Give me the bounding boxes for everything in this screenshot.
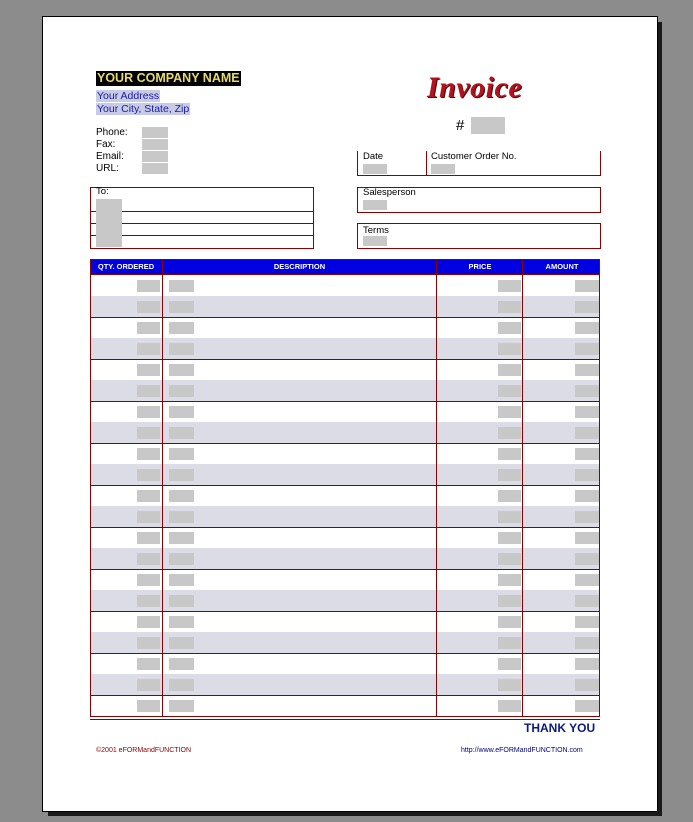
- price-field[interactable]: [498, 343, 521, 355]
- invoice-page: [42, 16, 658, 812]
- description-field[interactable]: [169, 679, 194, 691]
- qty-field[interactable]: [137, 469, 160, 481]
- col-divider: [162, 259, 163, 716]
- price-field[interactable]: [498, 637, 521, 649]
- amount-field[interactable]: [575, 469, 599, 481]
- amount-field[interactable]: [575, 322, 599, 334]
- table-row: [90, 443, 600, 465]
- price-field[interactable]: [498, 364, 521, 376]
- amount-field[interactable]: [575, 658, 599, 670]
- table-row: [90, 506, 600, 528]
- col-divider: [599, 259, 600, 716]
- date-label: Date: [363, 151, 384, 162]
- description-field[interactable]: [169, 532, 194, 544]
- email-label: Email:: [96, 151, 124, 162]
- table-row: [90, 317, 600, 339]
- qty-field[interactable]: [137, 427, 160, 439]
- terms-box: [357, 223, 601, 249]
- description-field[interactable]: [169, 490, 194, 502]
- qty-field[interactable]: [137, 301, 160, 313]
- table-row: [90, 422, 600, 444]
- qty-field[interactable]: [137, 595, 160, 607]
- description-field[interactable]: [169, 301, 194, 313]
- description-field[interactable]: [169, 637, 194, 649]
- amount-field[interactable]: [575, 679, 599, 691]
- company-address[interactable]: Your Address: [97, 90, 160, 102]
- description-field[interactable]: [169, 700, 194, 712]
- qty-field[interactable]: [137, 616, 160, 628]
- amount-field[interactable]: [575, 574, 599, 586]
- amount-field[interactable]: [575, 427, 599, 439]
- footer-url[interactable]: http://www.eFORMandFUNCTION.com: [461, 747, 583, 754]
- table-row: [90, 464, 600, 486]
- table-row: [90, 296, 600, 318]
- copyright: ©2001 eFORMandFUNCTION: [96, 747, 192, 754]
- to-box-line: [91, 235, 313, 236]
- price-field[interactable]: [498, 406, 521, 418]
- phone-field[interactable]: [142, 127, 168, 138]
- qty-field[interactable]: [137, 322, 160, 334]
- price-header: PRICE: [468, 262, 492, 271]
- amount-field[interactable]: [575, 280, 599, 292]
- description-field[interactable]: [169, 322, 194, 334]
- to-box: [90, 187, 314, 249]
- amount-field[interactable]: [575, 511, 599, 523]
- salesperson-field[interactable]: [363, 200, 387, 210]
- to-address-field[interactable]: [96, 199, 122, 247]
- amount-field[interactable]: [575, 385, 599, 397]
- description-field[interactable]: [169, 574, 194, 586]
- table-row: [90, 275, 600, 297]
- email-field[interactable]: [142, 151, 168, 162]
- table-row: [90, 380, 600, 402]
- price-field[interactable]: [498, 658, 521, 670]
- table-header: [90, 259, 600, 275]
- amount-field[interactable]: [575, 490, 599, 502]
- table-row: [90, 590, 600, 612]
- price-field[interactable]: [498, 280, 521, 292]
- price-field[interactable]: [498, 616, 521, 628]
- qty-field[interactable]: [137, 658, 160, 670]
- description-header: DESCRIPTION: [273, 262, 326, 271]
- description-field[interactable]: [169, 553, 194, 565]
- date-order-divider: [426, 151, 427, 175]
- table-row: [90, 695, 600, 717]
- salesperson-label: Salesperson: [363, 187, 416, 198]
- qty-field[interactable]: [137, 511, 160, 523]
- table-row: [90, 653, 600, 675]
- amount-field[interactable]: [575, 637, 599, 649]
- table-row: [90, 611, 600, 633]
- invoice-number-field[interactable]: [471, 117, 505, 134]
- table-bottom-rule: [90, 719, 600, 720]
- invoice-title: Invoice: [427, 71, 523, 104]
- description-field[interactable]: [169, 658, 194, 670]
- price-field[interactable]: [498, 427, 521, 439]
- url-field[interactable]: [142, 163, 168, 174]
- price-field[interactable]: [498, 595, 521, 607]
- description-field[interactable]: [169, 280, 194, 292]
- qty-field[interactable]: [137, 385, 160, 397]
- table-row: [90, 485, 600, 507]
- qty-header: QTY. ORDERED: [97, 262, 155, 271]
- table-row: [90, 632, 600, 654]
- qty-field[interactable]: [137, 637, 160, 649]
- phone-label: Phone:: [96, 127, 128, 138]
- table-row: [90, 548, 600, 570]
- description-field[interactable]: [169, 469, 194, 481]
- terms-label: Terms: [363, 225, 389, 236]
- description-field[interactable]: [169, 616, 194, 628]
- price-field[interactable]: [498, 469, 521, 481]
- description-field[interactable]: [169, 448, 194, 460]
- table-row: [90, 527, 600, 549]
- amount-field[interactable]: [575, 595, 599, 607]
- price-field[interactable]: [498, 700, 521, 712]
- amount-field[interactable]: [575, 448, 599, 460]
- qty-field[interactable]: [137, 280, 160, 292]
- qty-field[interactable]: [137, 406, 160, 418]
- terms-field[interactable]: [363, 236, 387, 246]
- qty-field[interactable]: [137, 448, 160, 460]
- qty-field[interactable]: [137, 679, 160, 691]
- amount-field[interactable]: [575, 301, 599, 313]
- table-row: [90, 338, 600, 360]
- price-field[interactable]: [498, 490, 521, 502]
- qty-field[interactable]: [137, 700, 160, 712]
- fax-field[interactable]: [142, 139, 168, 150]
- qty-field[interactable]: [137, 574, 160, 586]
- amount-field[interactable]: [575, 616, 599, 628]
- qty-field[interactable]: [137, 490, 160, 502]
- col-divider: [436, 259, 437, 716]
- to-label: To:: [96, 186, 109, 197]
- qty-field[interactable]: [137, 364, 160, 376]
- price-field[interactable]: [498, 511, 521, 523]
- table-row: [90, 401, 600, 423]
- col-divider: [90, 259, 91, 716]
- amount-field[interactable]: [575, 532, 599, 544]
- description-field[interactable]: [169, 406, 194, 418]
- table-row: [90, 569, 600, 591]
- amount-field[interactable]: [575, 364, 599, 376]
- price-field[interactable]: [498, 574, 521, 586]
- table-row: [90, 674, 600, 696]
- amount-header: AMOUNT: [545, 262, 579, 271]
- qty-field[interactable]: [137, 343, 160, 355]
- price-field[interactable]: [498, 532, 521, 544]
- url-label: URL:: [96, 163, 119, 174]
- description-field[interactable]: [169, 364, 194, 376]
- qty-field[interactable]: [137, 532, 160, 544]
- amount-field[interactable]: [575, 406, 599, 418]
- customer-order-field[interactable]: [431, 164, 455, 174]
- amount-field[interactable]: [575, 343, 599, 355]
- description-field[interactable]: [169, 427, 194, 439]
- company-city-state-zip[interactable]: Your City, State, Zip: [97, 103, 190, 115]
- to-box-line: [91, 223, 313, 224]
- price-field[interactable]: [498, 553, 521, 565]
- price-field[interactable]: [498, 448, 521, 460]
- amount-field[interactable]: [575, 700, 599, 712]
- thank-you: THANK YOU: [524, 721, 596, 735]
- fax-label: Fax:: [96, 139, 116, 150]
- customer-order-label: Customer Order No.: [431, 151, 517, 162]
- price-field[interactable]: [498, 385, 521, 397]
- col-divider: [522, 259, 523, 716]
- invoice-number-prefix: #: [456, 117, 465, 134]
- company-name[interactable]: YOUR COMPANY NAME: [97, 71, 240, 85]
- amount-field[interactable]: [575, 553, 599, 565]
- date-field[interactable]: [363, 164, 387, 174]
- price-field[interactable]: [498, 301, 521, 313]
- description-field[interactable]: [169, 511, 194, 523]
- description-field[interactable]: [169, 595, 194, 607]
- description-field[interactable]: [169, 385, 194, 397]
- price-field[interactable]: [498, 679, 521, 691]
- to-box-line: [91, 211, 313, 212]
- table-row: [90, 359, 600, 381]
- qty-field[interactable]: [137, 553, 160, 565]
- description-field[interactable]: [169, 343, 194, 355]
- price-field[interactable]: [498, 322, 521, 334]
